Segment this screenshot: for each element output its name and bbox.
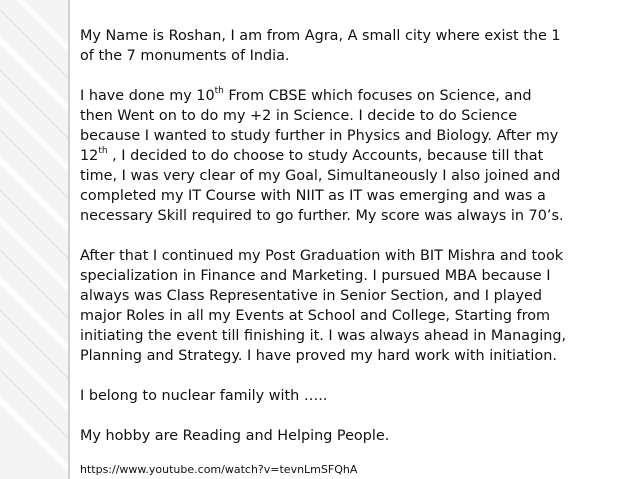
text-line: My hobby are Reading and Helping People. bbox=[80, 428, 390, 444]
text-line: initiating the event till finishing it. I was always ahead in Managing, bbox=[80, 328, 567, 344]
text-fragment: From CBSE which focuses on Science, and bbox=[223, 88, 532, 104]
paragraph-education bbox=[80, 86, 632, 226]
text-line: always was Class Representative in Senior Section, and I played bbox=[80, 288, 543, 304]
text-line bbox=[80, 146, 632, 166]
text-line: because I wanted to study further in Physics and Biology. After my bbox=[80, 128, 559, 144]
paragraph-intro bbox=[80, 26, 632, 66]
video-link[interactable]: https://www.youtube.com/watch?v=tevnLmSFQhA bbox=[80, 463, 358, 476]
text-line: completed my IT Course with NIIT as IT was emerging and was a bbox=[80, 188, 546, 204]
text-line bbox=[80, 86, 632, 106]
decorative-left-band bbox=[0, 0, 68, 479]
text-body bbox=[80, 26, 632, 478]
text-line: My Name is Roshan, I am from Agra, A small city where exist the 1 bbox=[80, 28, 561, 44]
superscript: th bbox=[214, 86, 224, 97]
text-line: Planning and Strategy. I have proved my hard work with initiation. bbox=[80, 348, 557, 364]
diagonal-pattern-icon bbox=[0, 0, 68, 479]
text-fragment: I have done my 10 bbox=[80, 88, 215, 104]
paragraph-postgrad bbox=[80, 246, 632, 366]
superscript: th bbox=[98, 146, 108, 157]
text-line: major Roles in all my Events at School and College, Starting from bbox=[80, 308, 551, 324]
text-line: specialization in Finance and Marketing. I pursued MBA because I bbox=[80, 268, 551, 284]
text-line: I belong to nuclear family with ….. bbox=[80, 388, 328, 404]
text-fragment: , I decided to do choose to study Accounts, because till that bbox=[107, 148, 544, 164]
text-line: After that I continued my Post Graduation with BIT Mishra and took bbox=[80, 248, 564, 264]
text-line: necessary Skill required to go further. My score was always in 70’s. bbox=[80, 208, 564, 224]
text-line: time, I was very clear of my Goal, Simultaneously I also joined and bbox=[80, 168, 561, 184]
paragraph-family bbox=[80, 386, 632, 406]
vertical-divider bbox=[68, 0, 70, 479]
text-fragment: 12 bbox=[80, 148, 99, 164]
text-line: then Went on to do my +2 in Science. I decide to do Science bbox=[80, 108, 518, 124]
paragraph-hobby bbox=[80, 426, 632, 446]
text-line: of the 7 monuments of India. bbox=[80, 48, 290, 64]
